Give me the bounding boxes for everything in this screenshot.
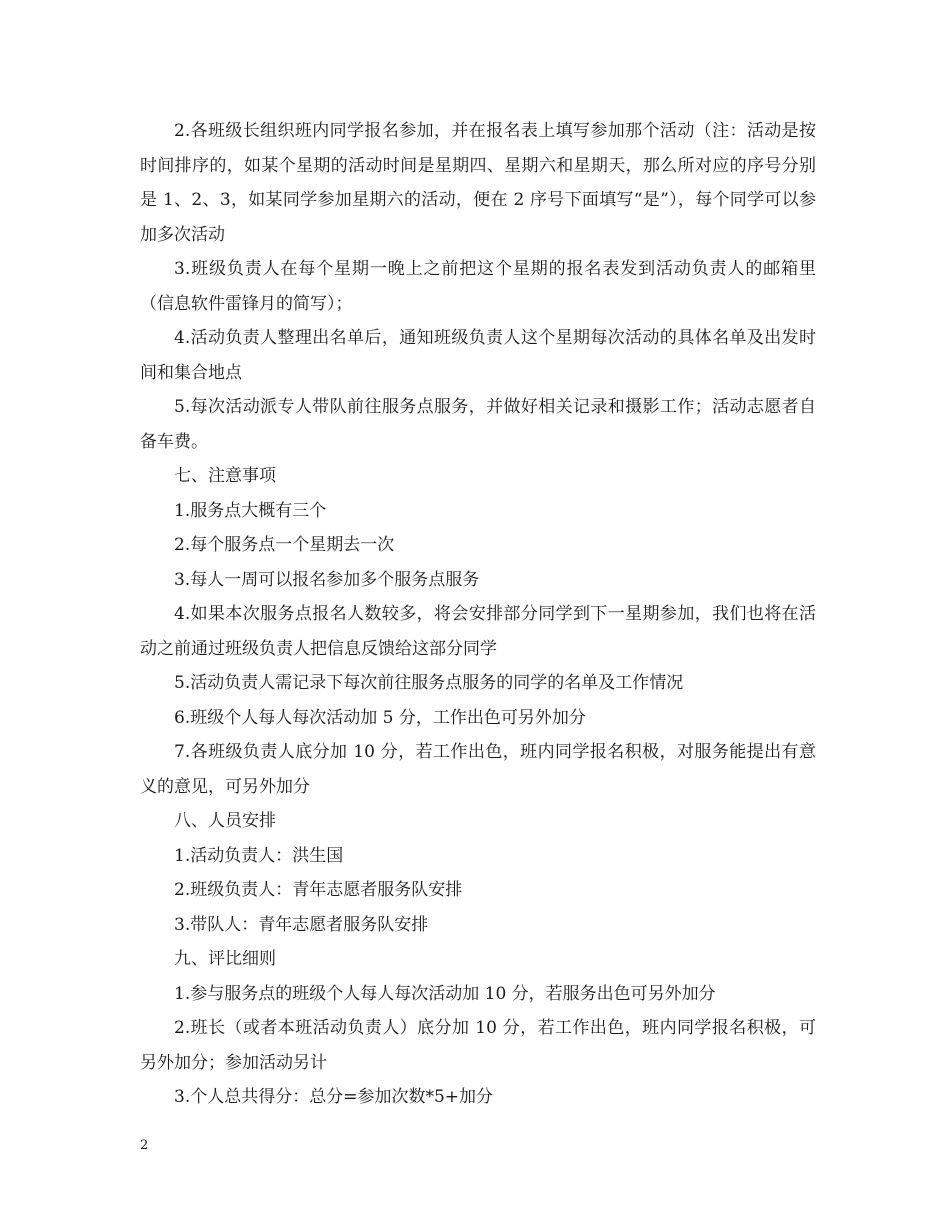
list-item-evaluation-3: 3.个人总共得分：总分=参加次数*5+加分	[174, 1087, 494, 1107]
paragraph-registration-procedure: 2.各班级长组织班内同学报名参加，并在报名表上填写参加那个活动（注：活动是按时间排序的，如某个星期的活动时间是星期四、星期六和星期天，那么所对应的序号分别是 1、2、3，如某同学参加星期六的活动，便在 2 序号下面填写“是”），每个同学可以参加多次活动	[140, 121, 816, 245]
page-number: 2	[140, 1138, 149, 1153]
list-item-note-2: 2.每个服务点一个星期去一次	[174, 535, 395, 555]
list-item-note-7: 7.各班级负责人底分加 10 分，若工作出色，班内同学报名积极，对服务能提出有意义的意见，可另外加分	[140, 742, 816, 797]
list-item-note-3: 3.每人一周可以报名参加多个服务点服务	[174, 569, 480, 590]
list-item-staffing-1: 1.活动负责人：洪生国	[174, 845, 344, 866]
list-item-staffing-3: 3.带队人：青年志愿者服务队安排	[174, 914, 429, 935]
list-item-note-5: 5.活动负责人需记录下每次前往服务点服务的同学的名单及工作情况	[174, 673, 684, 693]
list-item-evaluation-1: 1.参与服务点的班级个人每人每次活动加 10 分，若服务出色可另外加分	[174, 983, 716, 1004]
list-item-note-4: 4.如果本次服务点报名人数较多，将会安排部分同学到下一星期参加，我们也将在活动之前通过班级负责人把信息反馈给这部分同学	[140, 604, 816, 659]
paragraph-submit-registration-form: 3.班级负责人在每个星期一晚上之前把这个星期的报名表发到活动负责人的邮箱里（信息软件雷锋月的简写）；	[140, 259, 816, 314]
list-item-note-6: 6.班级个人每人每次活动加 5 分，工作出色可另外加分	[174, 707, 586, 728]
document-body	[140, 114, 816, 1115]
list-item-note-1: 1.服务点大概有三个	[174, 500, 327, 521]
paragraph-compile-list: 4.活动负责人整理出名单后，通知班级负责人这个星期每次活动的具体名单及出发时间和集合地点	[140, 328, 816, 383]
paragraph-activity-leader: 5.每次活动派专人带队前往服务点服务，并做好相关记录和摄影工作；活动志愿者自备车费。	[140, 397, 816, 452]
section-heading-notes: 七、注意事项	[174, 466, 276, 486]
list-item-staffing-2: 2.班级负责人：青年志愿者服务队安排	[174, 880, 463, 900]
section-heading-staffing: 八、人员安排	[174, 811, 276, 831]
section-heading-evaluation: 九、评比细则	[174, 949, 276, 969]
list-item-evaluation-2: 2.班长（或者本班活动负责人）底分加 10 分，若工作出色，班内同学报名积极，可另外加分；参加活动另计	[140, 1018, 816, 1073]
